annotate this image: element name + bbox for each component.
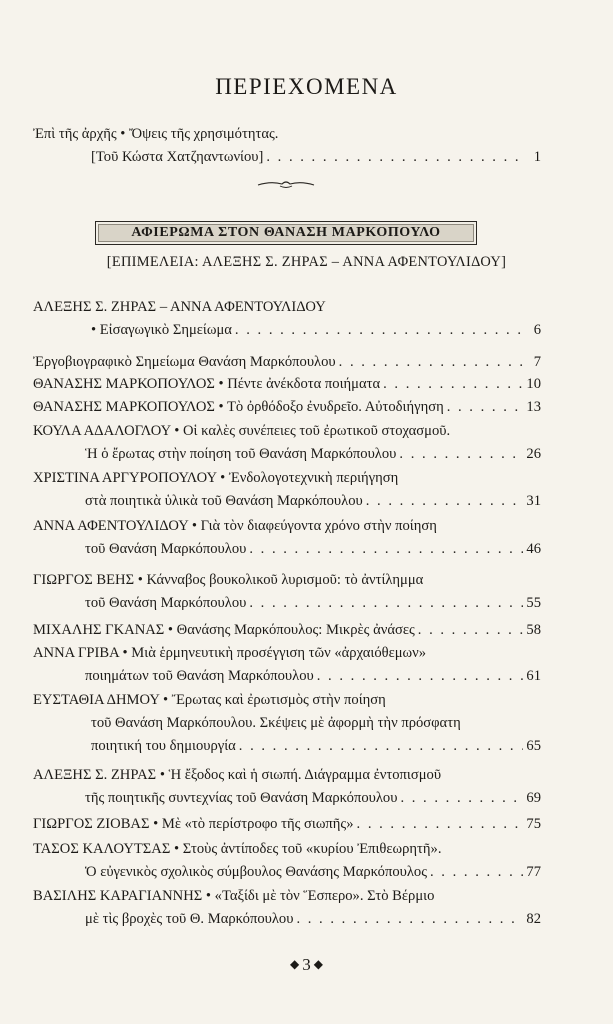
entry-text: τοῦ Θανάση Μαρκόπουλου <box>85 541 247 557</box>
toc-line <box>33 813 541 836</box>
divider-ornament-icon <box>256 176 316 192</box>
toc-line <box>33 467 541 490</box>
toc-line <box>33 908 541 931</box>
entry-text: Ὁ εὐγενικὸς σχολικὸς σύμβουλος Θανάσης Μαρκόπουλος <box>85 864 427 880</box>
entry-text: ΑΝΝΑ ΑΦΕΝΤΟΥΛΙΔΟΥ • Γιὰ τὸν διαφεύγοντα χρόνο στὴν ποίηση <box>33 518 437 534</box>
toc-entry <box>33 619 541 642</box>
entry-text: Ἐπὶ τῆς ἀρχῆς • Ὄψεις τῆς χρησιμότητας. <box>33 126 279 142</box>
page-number: 65 <box>526 738 541 754</box>
page-number: 10 <box>526 376 541 392</box>
page-number: 55 <box>526 595 541 611</box>
dot-leader <box>447 396 524 419</box>
entry-text: ΘΑΝΑΣΗΣ ΜΑΡΚΟΠΟΥΛΟΣ • Τὸ ὀρθόδοξο ἐνυδρεῖο. Αὐτοδιήγηση <box>33 399 444 415</box>
toc-line <box>33 490 541 513</box>
dot-leader <box>357 813 524 836</box>
entry-text: ΤΑΣΟΣ ΚΑΛΟΥΤΣΑΣ • Στοὺς ἀντίποδες τοῦ «κυρίου Ἐπιθεωρητῆ». <box>33 841 442 857</box>
entry-text: Ἐργοβιογραφικὸ Σημείωμα Θανάση Μαρκόπουλου <box>33 354 336 370</box>
toc-line <box>33 712 541 735</box>
page-number: 46 <box>526 541 541 557</box>
toc-line <box>33 642 541 665</box>
page-number: 61 <box>526 668 541 684</box>
toc-line <box>33 885 541 908</box>
entry-text: ΕΥΣΤΑΘΙΑ ΔΗΜΟΥ • Ἔρωτας καὶ ἐρωτισμὸς στὴν ποίηση <box>33 692 386 708</box>
page-number: 6 <box>533 322 541 338</box>
dot-leader <box>400 787 523 810</box>
page-footer <box>0 955 613 975</box>
entry-text: ΓΙΩΡΓΟΣ ΖΙΟΒΑΣ • Μὲ «τὸ περίστροφο τῆς σιωπῆς» <box>33 816 354 832</box>
page-number: 75 <box>526 816 541 832</box>
toc-line <box>33 861 541 884</box>
dot-leader <box>249 592 523 615</box>
dot-leader <box>296 908 523 931</box>
toc-line <box>33 569 541 592</box>
diamond-ornament-icon: ◆ <box>290 957 300 971</box>
page-number: 58 <box>526 622 541 638</box>
page-number: 7 <box>533 354 541 370</box>
entry-text: ΒΑΣΙΛΗΣ ΚΑΡΑΓΙΑΝΝΗΣ • «Ταξίδι μὲ τὸν Ἕσπερο». Στὸ Βέρμιο <box>33 888 435 904</box>
entry-text: μὲ τὶς βροχὲς τοῦ Θ. Μαρκόπουλου <box>85 911 294 927</box>
toc-line <box>33 123 541 146</box>
page-number: 26 <box>526 446 541 462</box>
entry-text: ΑΛΕΞΗΣ Σ. ΖΗΡΑΣ • Ἡ ἔξοδος καὶ ἡ σιωπή. Διάγραμμα ἐντοπισμοῦ <box>33 767 442 783</box>
page-number: 1 <box>533 149 541 165</box>
section-editors: [ΕΠΙΜΕΛΕΙΑ: ΑΛΕΞΗΣ Σ. ΖΗΡΑΣ – ΑΝΝΑ ΑΦΕΝΤΟΥΛΙΔΟΥ] <box>106 254 507 270</box>
toc-entry <box>33 296 541 342</box>
toc-line <box>33 443 541 466</box>
entry-text: τοῦ Θανάση Μαρκόπουλου <box>85 595 247 611</box>
toc-line <box>33 787 541 810</box>
entry-text: ποιημάτων τοῦ Θανάση Μαρκόπουλου <box>85 668 314 684</box>
entry-text: στὰ ποιητικὰ ὑλικὰ τοῦ Θανάση Μαρκόπουλου <box>85 493 363 509</box>
page-number: 13 <box>526 399 541 415</box>
entry-text: τῆς ποιητικῆς συντεχνίας τοῦ Θανάση Μαρκόπουλου <box>85 790 398 806</box>
toc-line <box>33 592 541 615</box>
toc-line <box>33 515 541 538</box>
toc-entry <box>33 420 541 466</box>
toc-entry <box>33 467 541 513</box>
toc-entry-intro <box>33 123 541 169</box>
entry-text: ΓΙΩΡΓΟΣ ΒΕΗΣ • Κάνναβος βουκολικοῦ λυρισμοῦ: τὸ ἀντίλημμα <box>33 572 424 588</box>
toc-line <box>33 538 541 561</box>
footer-page-number: 3 <box>302 955 311 974</box>
toc-line <box>33 146 541 169</box>
entry-text: Ἡ ὁ ἔρωτας στὴν ποίηση τοῦ Θανάση Μαρκόπουλου <box>85 446 397 462</box>
toc-entry <box>33 689 541 758</box>
toc-entry <box>33 373 541 396</box>
entry-text: ΘΑΝΑΣΗΣ ΜΑΡΚΟΠΟΥΛΟΣ • Πέντε ἀνέκδοτα ποιήματα <box>33 376 381 392</box>
entry-text: ΜΙΧΑΛΗΣ ΓΚΑΝΑΣ • Θανάσης Μαρκόπουλος: Μικρὲς ἀνάσες <box>33 622 415 638</box>
dot-leader <box>266 146 524 169</box>
entry-text: ΚΟΥΛΑ ΑΔΑΛΟΓΛΟΥ • Οἱ καλὲς συνέπειες τοῦ ἐρωτικοῦ στοχασμοῦ. <box>33 423 451 439</box>
page-title: ΠΕΡΙΕΧΟΜΕΝΑ <box>215 74 398 99</box>
entry-text: [Τοῦ Κώστα Χατζηαντωνίου] <box>91 149 264 165</box>
dot-leader <box>418 619 524 642</box>
dot-leader <box>317 665 524 688</box>
dot-leader <box>366 490 524 513</box>
toc-entry <box>33 569 541 615</box>
dot-leader <box>430 861 523 884</box>
toc-line <box>33 296 541 319</box>
toc-entry <box>33 515 541 561</box>
toc-line <box>33 373 541 396</box>
dot-leader <box>249 538 523 561</box>
dot-leader <box>399 443 523 466</box>
entry-text: • Εἰσαγωγικὸ Σημείωμα <box>91 322 232 338</box>
entry-text: ΧΡΙΣΤΙΝΑ ΑΡΓΥΡΟΠΟΥΛΟΥ • Ἐνδολογοτεχνικὴ περιήγηση <box>33 470 399 486</box>
entry-text: ΑΛΕΞΗΣ Σ. ΖΗΡΑΣ – ΑΝΝΑ ΑΦΕΝΤΟΥΛΙΔΟΥ <box>33 299 326 315</box>
toc-entry <box>33 396 541 419</box>
toc-entry <box>33 351 541 374</box>
entry-text: ΑΝΝΑ ΓΡΙΒΑ • Μιὰ ἑρμηνευτικὴ προσέγγιση τῶν «ἀρχαιόθεμων» <box>33 645 427 661</box>
toc-line <box>33 689 541 712</box>
toc-line <box>33 351 541 374</box>
toc-line <box>33 396 541 419</box>
entry-text: ποιητική του δημιουργία <box>91 738 236 754</box>
page-number: 69 <box>526 790 541 806</box>
toc-line <box>33 665 541 688</box>
toc-entry <box>33 838 541 884</box>
toc-line <box>33 838 541 861</box>
dot-leader <box>239 735 524 758</box>
toc-entry <box>33 642 541 688</box>
toc-entry <box>33 813 541 836</box>
dot-leader <box>383 373 523 396</box>
page-number: 82 <box>526 911 541 927</box>
page-number: 31 <box>526 493 541 509</box>
toc-line <box>33 319 541 342</box>
toc-line <box>33 420 541 443</box>
page-number: 77 <box>526 864 541 880</box>
section-heading: ΑΦΙΕΡΩΜΑ ΣΤΟΝ ΘΑΝΑΣΗ ΜΑΡΚΟΠΟΥΛΟ <box>95 221 477 245</box>
entry-text: τοῦ Θανάση Μαρκόπουλου. Σκέψεις μὲ ἀφορμὴ τὴν πρόσφατη <box>91 715 461 731</box>
dot-leader <box>235 319 524 342</box>
dot-leader <box>339 351 524 374</box>
toc-line <box>33 735 541 758</box>
toc-entry <box>33 764 541 810</box>
toc-line <box>33 764 541 787</box>
toc-entry <box>33 885 541 931</box>
toc-line <box>33 619 541 642</box>
diamond-ornament-icon: ◆ <box>313 957 323 971</box>
